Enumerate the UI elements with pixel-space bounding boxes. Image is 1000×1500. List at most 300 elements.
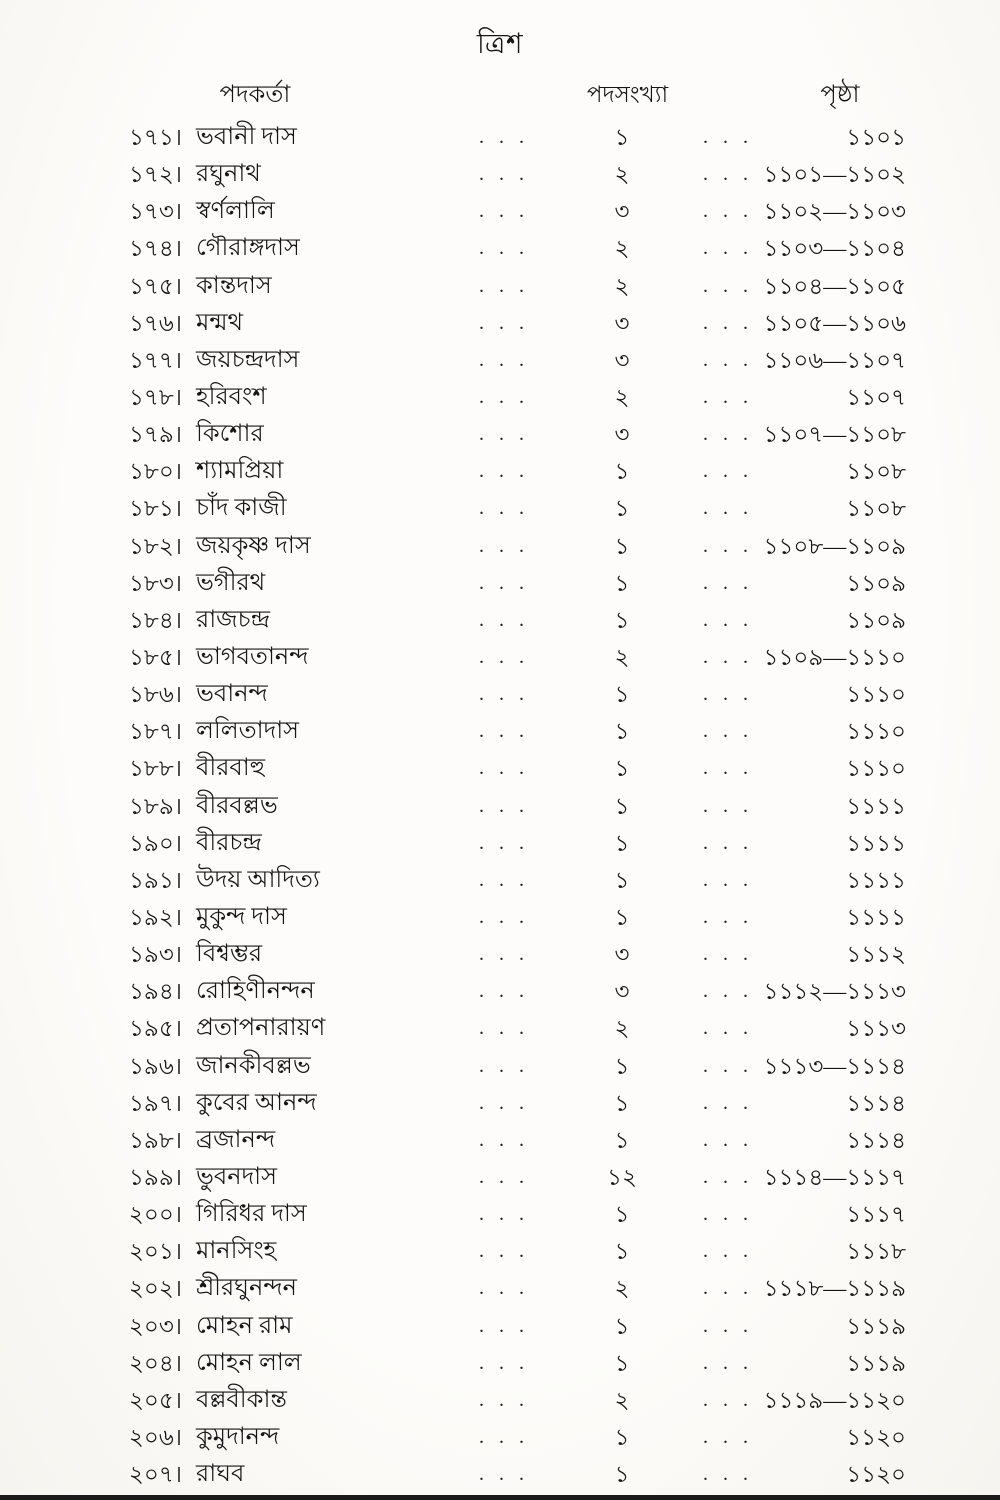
page-number: ১১০১—১১০২ bbox=[763, 162, 906, 188]
verse-count: ৩ bbox=[614, 422, 630, 448]
verse-count: ২ bbox=[614, 1387, 630, 1413]
leader-dots: . . . bbox=[479, 720, 529, 743]
leader-dots: . . . bbox=[703, 1203, 753, 1226]
table-row bbox=[0, 899, 1000, 936]
page-number: ১১০১ bbox=[846, 125, 906, 150]
page-cell bbox=[701, 156, 906, 193]
table-row bbox=[0, 676, 1000, 713]
verse-count: ১ bbox=[614, 1127, 630, 1153]
leader-dots: . . . bbox=[703, 794, 753, 817]
page-number: ১১১৪—১১১৭ bbox=[763, 1164, 906, 1190]
verse-count: ১ bbox=[614, 533, 630, 559]
author-name: ললিতাদাস bbox=[196, 718, 300, 745]
table-row bbox=[0, 1382, 1000, 1419]
author-name: চাঁদ কাজী bbox=[196, 495, 287, 522]
leader-dots: . . . bbox=[703, 1463, 753, 1486]
leader-dots: . . . bbox=[479, 126, 529, 148]
page-cell bbox=[701, 230, 906, 267]
page-cell bbox=[701, 1419, 906, 1456]
table-row bbox=[0, 416, 1000, 453]
page-number: ১১২০ bbox=[846, 1424, 906, 1450]
row-serial: ১৭৯। bbox=[128, 422, 182, 448]
author-name: ভাগবতানন্দ bbox=[196, 643, 309, 670]
page-number: ১১০২—১১০৩ bbox=[763, 199, 906, 225]
author-name: মন্মথ bbox=[196, 309, 244, 336]
verse-count: ১ bbox=[614, 719, 630, 745]
page-cell bbox=[701, 565, 906, 602]
table-row bbox=[0, 230, 1000, 267]
verse-count: ৩ bbox=[614, 310, 630, 336]
row-serial: ১৮২। bbox=[128, 533, 182, 559]
page-number: ১১০৮ bbox=[846, 496, 906, 522]
page-cell bbox=[701, 1122, 906, 1159]
author-name: জয়কৃষ্ণ দাস bbox=[196, 532, 311, 559]
leader-dots: . . . bbox=[479, 1351, 529, 1374]
page-cell bbox=[701, 750, 906, 787]
table-row bbox=[0, 1270, 1000, 1307]
leader-dots: . . . bbox=[703, 385, 753, 408]
row-serial: ১৯৭। bbox=[128, 1090, 182, 1116]
verse-count: ১ bbox=[614, 1350, 630, 1376]
row-serial: ১৯৮। bbox=[129, 1127, 182, 1153]
row-serial: ১৭১। bbox=[128, 125, 182, 150]
leader-dots: . . . bbox=[479, 1425, 529, 1448]
verse-count: ১ bbox=[614, 1202, 630, 1228]
row-serial: ১৭৫। bbox=[128, 273, 182, 299]
table-row bbox=[0, 453, 1000, 490]
page-cell bbox=[701, 453, 906, 490]
verse-count: ২ bbox=[614, 236, 630, 262]
table-row bbox=[0, 788, 1000, 825]
page-cell bbox=[701, 1308, 906, 1345]
row-serial: ১৭৬। bbox=[128, 310, 182, 336]
verse-count: ১ bbox=[614, 570, 630, 596]
leader-dots: . . . bbox=[479, 1240, 529, 1263]
leader-dots: . . . bbox=[479, 943, 529, 966]
row-serial: ১৮০। bbox=[128, 459, 182, 485]
table-row bbox=[0, 1233, 1000, 1270]
leader-dots: . . . bbox=[703, 868, 753, 891]
leader-dots: . . . bbox=[479, 608, 529, 631]
table-row bbox=[0, 602, 1000, 639]
leader-dots: . . . bbox=[479, 831, 529, 854]
leader-dots: . . . bbox=[479, 311, 529, 334]
leader-dots: . . . bbox=[479, 274, 529, 297]
verse-count: ১ bbox=[614, 459, 630, 485]
table-row bbox=[0, 1085, 1000, 1122]
table-row bbox=[0, 713, 1000, 750]
page-cell bbox=[701, 825, 906, 862]
verse-count: ১ bbox=[614, 1090, 630, 1116]
leader-dots: . . . bbox=[479, 1054, 529, 1077]
verse-count: ১ bbox=[614, 904, 630, 930]
row-serial: ১৯৫। bbox=[129, 1016, 182, 1042]
verse-count: ২ bbox=[614, 384, 630, 410]
row-serial: ১৯৪। bbox=[129, 979, 182, 1005]
row-serial: ১৮৩। bbox=[128, 570, 182, 596]
verse-count: ১ bbox=[614, 830, 630, 856]
row-serial: ১৭৪। bbox=[128, 236, 182, 262]
leader-dots: . . . bbox=[479, 980, 529, 1003]
verse-count: ১ bbox=[614, 793, 630, 819]
author-name: রঘুনাথ bbox=[196, 161, 261, 188]
leader-dots: . . . bbox=[479, 757, 529, 780]
page-number: ১১০৮ bbox=[846, 459, 906, 485]
leader-dots: . . . bbox=[479, 163, 529, 186]
verse-count: ১ bbox=[614, 1313, 630, 1339]
leader-dots: . . . bbox=[479, 423, 529, 446]
verse-count: ২ bbox=[614, 1276, 630, 1302]
table-row bbox=[0, 1196, 1000, 1233]
leader-dots: . . . bbox=[703, 274, 753, 297]
row-serial: ২০৪। bbox=[128, 1350, 182, 1376]
leader-dots: . . . bbox=[703, 608, 753, 631]
author-name: মুকুন্দ দাস bbox=[196, 903, 287, 930]
leader-dots: . . . bbox=[703, 237, 753, 260]
author-name: ভবানী দাস bbox=[196, 124, 297, 150]
verse-count: ৩ bbox=[614, 347, 630, 373]
leader-dots: . . . bbox=[479, 1128, 529, 1151]
leader-dots: . . . bbox=[703, 1165, 753, 1188]
row-serial: ১৮৯। bbox=[129, 793, 182, 819]
page-number: ১১০৭—১১০৮ bbox=[763, 422, 906, 448]
leader-dots: . . . bbox=[479, 1463, 529, 1486]
leader-dots: . . . bbox=[479, 1203, 529, 1226]
author-name: গিরিধর দাস bbox=[196, 1201, 307, 1228]
page-number: ১১০৬—১১০৭ bbox=[763, 347, 906, 373]
author-name: মানসিংহ bbox=[196, 1238, 277, 1265]
page-cell bbox=[701, 193, 906, 230]
verse-count: ১ bbox=[614, 1424, 630, 1450]
page-number: ১১১১ bbox=[846, 867, 906, 893]
table-row bbox=[0, 1159, 1000, 1196]
author-name: কিশোর bbox=[196, 421, 264, 448]
page-number: ১১০৭ bbox=[846, 384, 906, 410]
author-name: কুবের আনন্দ bbox=[196, 1089, 317, 1116]
page-cell bbox=[701, 899, 906, 936]
table-row bbox=[0, 119, 1000, 156]
page-number: ১১১৩—১১১৪ bbox=[763, 1053, 906, 1079]
leader-dots: . . . bbox=[479, 683, 529, 706]
leader-dots: . . . bbox=[479, 1165, 529, 1188]
author-name: কান্তদাস bbox=[196, 272, 272, 299]
page-number: ১১১০ bbox=[846, 756, 906, 782]
leader-dots: . . . bbox=[479, 497, 529, 520]
leader-dots: . . . bbox=[703, 1277, 753, 1300]
leader-dots: . . . bbox=[703, 645, 753, 668]
page-number: ১১১৯ bbox=[846, 1313, 906, 1339]
page-cell bbox=[701, 973, 906, 1010]
leader-dots: . . . bbox=[479, 905, 529, 928]
verse-count: ১ bbox=[614, 682, 630, 708]
page-cell bbox=[701, 528, 906, 565]
table-row bbox=[0, 342, 1000, 379]
table-row bbox=[0, 1308, 1000, 1345]
author-name: ভগীরথ bbox=[196, 569, 266, 596]
leader-dots: . . . bbox=[479, 571, 529, 594]
author-name: রাঘব bbox=[196, 1461, 245, 1488]
table-row bbox=[0, 1419, 1000, 1456]
page-number: ১১১৯ bbox=[846, 1350, 906, 1376]
page-cell bbox=[701, 119, 906, 156]
leader-dots: . . . bbox=[703, 1425, 753, 1448]
row-serial: ১৯৯। bbox=[129, 1164, 182, 1190]
leader-dots: . . . bbox=[703, 1054, 753, 1077]
page-cell bbox=[701, 379, 906, 416]
page-cell bbox=[701, 676, 906, 713]
leader-dots: . . . bbox=[703, 980, 753, 1003]
row-serial: ১৮৮। bbox=[129, 756, 182, 782]
leader-dots: . . . bbox=[703, 1091, 753, 1114]
row-serial: ১৮১। bbox=[129, 496, 182, 522]
row-serial: ২০৫। bbox=[128, 1387, 182, 1413]
page-cell bbox=[701, 1456, 906, 1493]
table-row bbox=[0, 1456, 1000, 1493]
page-cell bbox=[701, 713, 906, 750]
page-cell bbox=[701, 1010, 906, 1047]
page-cell bbox=[701, 342, 906, 379]
verse-count: ১ bbox=[614, 1053, 630, 1079]
table-row bbox=[0, 193, 1000, 230]
author-name: রাজচন্দ্র bbox=[196, 606, 270, 633]
author-name: বিশ্বম্ভর bbox=[196, 941, 263, 968]
leader-dots: . . . bbox=[703, 757, 753, 780]
page-number: ১১২০ bbox=[846, 1462, 906, 1488]
verse-count: ২ bbox=[614, 273, 630, 299]
page-number-word: ত্রিশ bbox=[476, 29, 524, 60]
verse-count: ১ bbox=[614, 496, 630, 522]
row-serial: ১৮৬। bbox=[128, 682, 182, 708]
verse-count: ১ bbox=[614, 867, 630, 893]
leader-dots: . . . bbox=[703, 1388, 753, 1411]
leader-dots: . . . bbox=[703, 200, 753, 223]
verse-count: ১ bbox=[614, 1462, 630, 1488]
author-name: গৌরাঙ্গদাস bbox=[196, 235, 300, 262]
author-name: বল্লবীকান্ত bbox=[196, 1386, 287, 1413]
leader-dots: . . . bbox=[703, 460, 753, 483]
page-number: ১১১৮—১১১৯ bbox=[763, 1276, 906, 1302]
page-cell bbox=[701, 639, 906, 676]
page-cell bbox=[701, 1345, 906, 1382]
author-name: ভুবনদাস bbox=[196, 1163, 277, 1190]
table-row bbox=[0, 1048, 1000, 1085]
verse-count: ৩ bbox=[614, 199, 630, 225]
page-number: ১১১৩ bbox=[846, 1016, 906, 1042]
page-cell bbox=[701, 1085, 906, 1122]
page-number: ১১১১ bbox=[846, 793, 906, 819]
page-cell bbox=[701, 936, 906, 973]
verse-count: ১ bbox=[614, 756, 630, 782]
index-table bbox=[0, 119, 1000, 1493]
leader-dots: . . . bbox=[703, 497, 753, 520]
table-row bbox=[0, 1010, 1000, 1047]
table-row bbox=[0, 305, 1000, 342]
page-number: ১১০৫—১১০৬ bbox=[763, 310, 906, 336]
table-row bbox=[0, 565, 1000, 602]
page-number: ১১০৩—১১০৪ bbox=[763, 236, 906, 262]
leader-dots: . . . bbox=[479, 385, 529, 408]
page-number: ১১১২—১১১৩ bbox=[763, 979, 906, 1005]
leader-dots: . . . bbox=[479, 1017, 529, 1040]
leader-dots: . . . bbox=[703, 348, 753, 371]
page-number: ১১১৯—১১২০ bbox=[763, 1387, 906, 1413]
page-number: ১১০৪—১১০৫ bbox=[763, 273, 906, 299]
row-serial: ১৭৩। bbox=[128, 199, 182, 225]
row-serial: ১৭৭। bbox=[128, 347, 182, 373]
author-name: ব্রজানন্দ bbox=[196, 1126, 276, 1153]
verse-count: ১ bbox=[614, 607, 630, 633]
verse-count: ২ bbox=[614, 162, 630, 188]
author-name: বীরবল্লভ bbox=[196, 792, 278, 819]
page-number: ১১১৪ bbox=[846, 1090, 906, 1116]
row-serial: ১৮৪। bbox=[129, 607, 182, 633]
page-cell bbox=[701, 490, 906, 527]
page-number: ১১১১ bbox=[846, 904, 906, 930]
leader-dots: . . . bbox=[479, 794, 529, 817]
author-name: জানকীবল্লভ bbox=[196, 1052, 311, 1079]
row-serial: ১৯০। bbox=[128, 830, 182, 856]
leader-dots: . . . bbox=[479, 460, 529, 483]
page-number: ১১০৯ bbox=[846, 570, 906, 596]
author-name: শ্রীরঘুনন্দন bbox=[196, 1275, 297, 1302]
leader-dots: . . . bbox=[703, 831, 753, 854]
row-serial: ২০৭। bbox=[128, 1462, 182, 1488]
table-row bbox=[0, 825, 1000, 862]
table-row bbox=[0, 1345, 1000, 1382]
page-cell bbox=[701, 416, 906, 453]
leader-dots: . . . bbox=[479, 1277, 529, 1300]
page-number: ১১১২ bbox=[846, 942, 906, 968]
row-serial: ১৯১। bbox=[129, 867, 182, 893]
leader-dots: . . . bbox=[479, 1314, 529, 1337]
page-cell bbox=[701, 1196, 906, 1233]
leader-dots: . . . bbox=[703, 1240, 753, 1263]
page-number: ১১০৯—১১১০ bbox=[763, 644, 906, 670]
author-name: উদয় আদিত্য bbox=[196, 866, 320, 893]
row-serial: ২০২। bbox=[128, 1276, 182, 1302]
page-cell bbox=[701, 1048, 906, 1085]
table-row bbox=[0, 156, 1000, 193]
page-number: ১১১৮ bbox=[846, 1239, 906, 1265]
page-number: ১১১১ bbox=[846, 830, 906, 856]
author-name: কুমুদানন্দ bbox=[196, 1423, 280, 1450]
row-serial: ২০১। bbox=[128, 1239, 182, 1265]
row-serial: ২০৩। bbox=[128, 1313, 182, 1339]
leader-dots: . . . bbox=[703, 571, 753, 594]
author-name: জয়চন্দ্রদাস bbox=[196, 346, 300, 373]
author-name: স্বর্ণলালি bbox=[196, 198, 275, 225]
table-row bbox=[0, 862, 1000, 899]
page-cell bbox=[701, 788, 906, 825]
verse-count: ১ bbox=[614, 1239, 630, 1265]
table-row bbox=[0, 379, 1000, 416]
author-name: হরিবংশ bbox=[196, 383, 267, 410]
leader-dots: . . . bbox=[703, 1351, 753, 1374]
leader-dots: . . . bbox=[703, 905, 753, 928]
table-row bbox=[0, 639, 1000, 676]
verse-count: ১২ bbox=[607, 1164, 637, 1190]
leader-dots: . . . bbox=[703, 1314, 753, 1337]
page-number: ১১০৯ bbox=[846, 607, 906, 633]
row-serial: ১৭২। bbox=[128, 162, 182, 188]
table-row bbox=[0, 528, 1000, 565]
leader-dots: . . . bbox=[479, 534, 529, 557]
leader-dots: . . . bbox=[703, 311, 753, 334]
leader-dots: . . . bbox=[703, 720, 753, 743]
page-cell bbox=[701, 305, 906, 342]
page-cell bbox=[701, 1233, 906, 1270]
leader-dots: . . . bbox=[703, 423, 753, 446]
row-serial: ১৯২। bbox=[128, 904, 182, 930]
author-name: ভবানন্দ bbox=[196, 681, 268, 708]
column-header-author: পদকর্তা bbox=[219, 82, 291, 108]
author-name: মোহন লাল bbox=[196, 1349, 302, 1376]
page-number: ১১১০ bbox=[846, 719, 906, 745]
page-number: ১১১৭ bbox=[846, 1202, 906, 1228]
table-row bbox=[0, 936, 1000, 973]
author-name: মোহন রাম bbox=[196, 1312, 293, 1339]
page-cell bbox=[701, 1270, 906, 1307]
scan-edge-artifact bbox=[0, 1495, 1000, 1500]
page-number: ১১০৮—১১০৯ bbox=[763, 533, 906, 559]
leader-dots: . . . bbox=[479, 645, 529, 668]
column-header-count: পদসংখ্যা bbox=[586, 82, 669, 107]
row-serial: ১৯৩। bbox=[128, 942, 182, 968]
leader-dots: . . . bbox=[703, 1017, 753, 1040]
author-name: প্রতাপনারায়ণ bbox=[196, 1015, 326, 1042]
leader-dots: . . . bbox=[703, 163, 753, 186]
leader-dots: . . . bbox=[479, 237, 529, 260]
leader-dots: . . . bbox=[703, 1128, 753, 1151]
page-cell bbox=[701, 1159, 906, 1196]
verse-count: ৩ bbox=[614, 942, 630, 968]
page-cell bbox=[701, 862, 906, 899]
column-header-page: পৃষ্ঠা bbox=[820, 82, 860, 108]
leader-dots: . . . bbox=[703, 943, 753, 966]
leader-dots: . . . bbox=[703, 126, 753, 148]
row-serial: ২০০। bbox=[128, 1202, 182, 1228]
table-row bbox=[0, 1122, 1000, 1159]
verse-count: ২ bbox=[614, 644, 630, 670]
table-row bbox=[0, 750, 1000, 787]
leader-dots: . . . bbox=[703, 534, 753, 557]
page-number: ১১১০ bbox=[846, 682, 906, 708]
page-cell bbox=[701, 602, 906, 639]
page-cell bbox=[701, 1382, 906, 1419]
leader-dots: . . . bbox=[479, 1388, 529, 1411]
verse-count: ৩ bbox=[614, 979, 630, 1005]
row-serial: ১৭৮। bbox=[128, 384, 182, 410]
row-serial: ১৮৭। bbox=[128, 719, 182, 745]
row-serial: ২০৬। bbox=[128, 1424, 182, 1450]
table-row bbox=[0, 490, 1000, 527]
leader-dots: . . . bbox=[479, 868, 529, 891]
table-row bbox=[0, 973, 1000, 1010]
author-name: বীরবাহু bbox=[196, 755, 266, 782]
verse-count: ২ bbox=[614, 1016, 630, 1042]
page-number: ১১১৪ bbox=[846, 1127, 906, 1153]
author-name: বীরচন্দ্র bbox=[196, 829, 262, 856]
author-name: শ্যামপ্রিয়া bbox=[196, 458, 284, 485]
row-serial: ১৮৫। bbox=[129, 644, 182, 670]
leader-dots: . . . bbox=[479, 1091, 529, 1114]
leader-dots: . . . bbox=[479, 200, 529, 223]
page-cell bbox=[701, 268, 906, 305]
leader-dots: . . . bbox=[703, 683, 753, 706]
leader-dots: . . . bbox=[479, 348, 529, 371]
verse-count: ১ bbox=[614, 125, 630, 150]
author-name: রোহিণীনন্দন bbox=[196, 978, 315, 1005]
